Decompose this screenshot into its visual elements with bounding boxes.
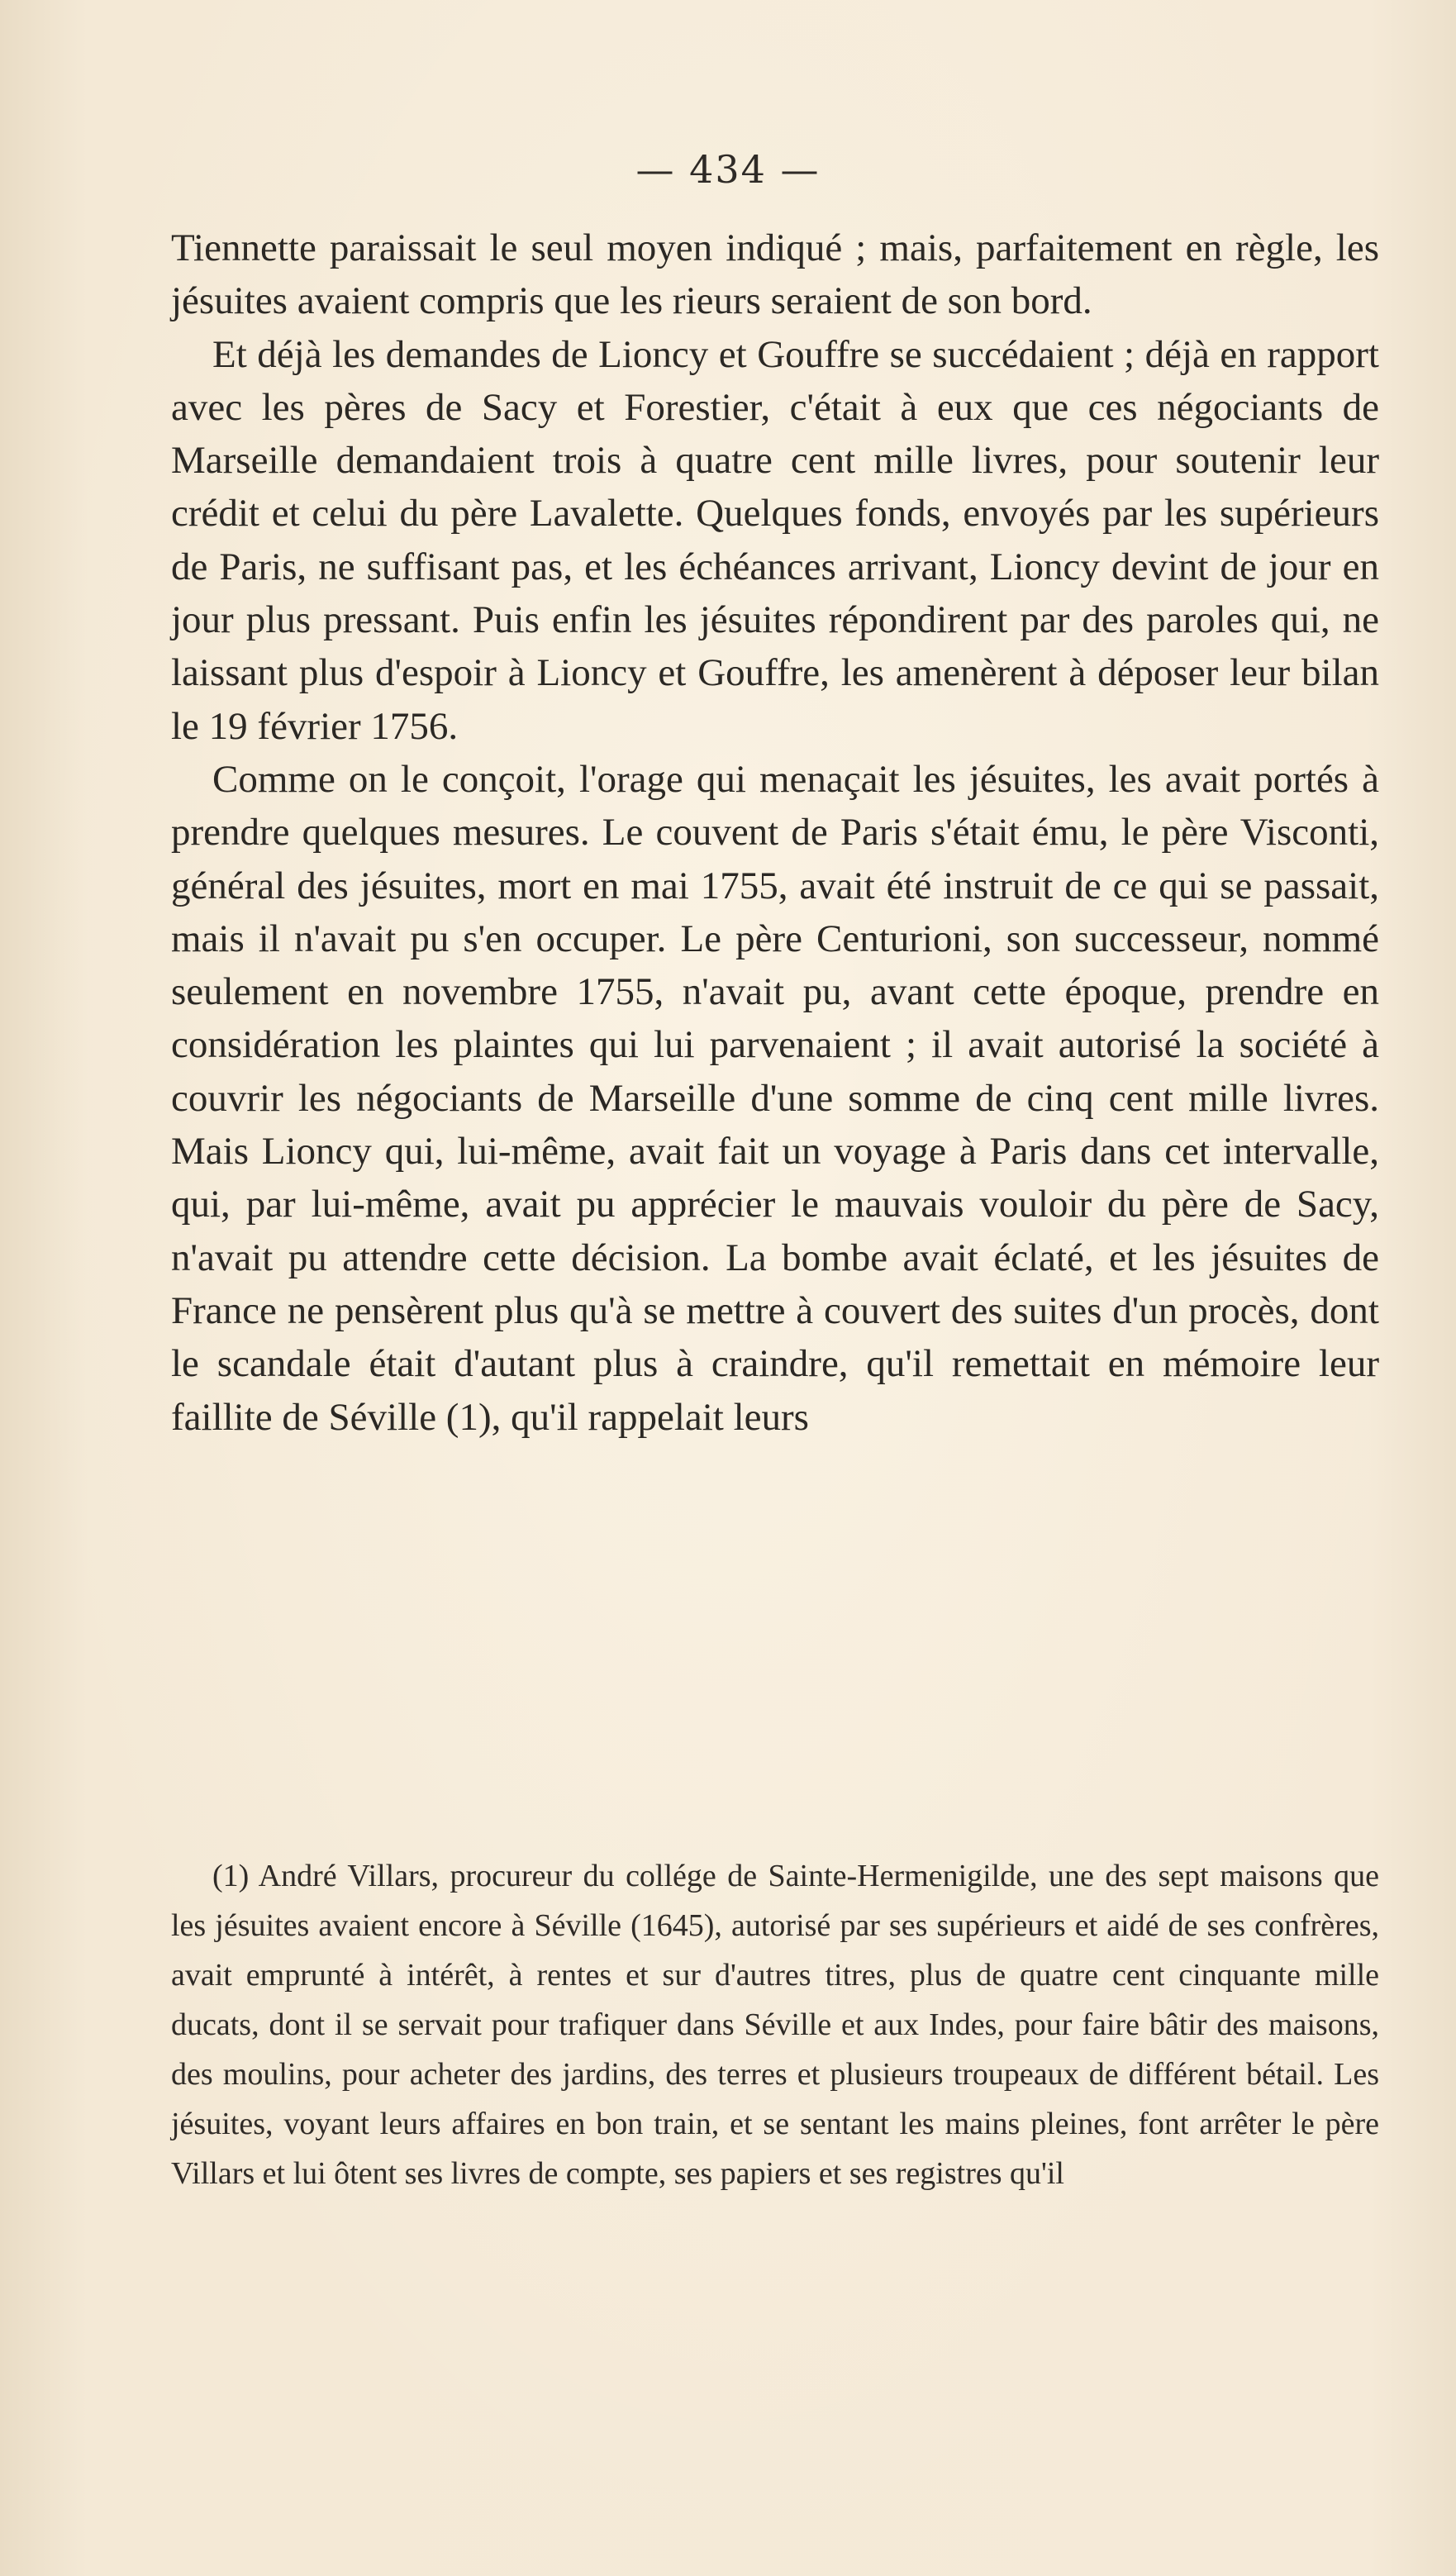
- paragraph-2: Et déjà les demandes de Lioncy et Gouffre se succédaient ; déjà en rapport avec les pères de Sacy et Forestier, c'était à eux que ces négociants de Marseille demandaient trois à quatre cent mille livres, pour soutenir leur crédit et celui du père Lavalette. Quelques fonds, envoyés par les supérieurs de Paris, ne suffisant pas, et les échéances arrivant, Lioncy devint de jour en jour plus pressant. Puis enfin les jésuites répondirent par des paroles qui, ne laissant plus d'espoir à Lioncy et Gouffre, les amenèrent à déposer leur bilan le 19 février 1756.: [171, 332, 1379, 748]
- paragraph-3: Comme on le conçoit, l'orage qui menaçait les jésuites, les avait portés à prendre quelques mesures. Le couvent de Paris s'était ému, le père Visconti, général des jésuites, mort en mai 1755, avait été instruit de ce qui se passait, mais il n'avait pu s'en occuper. Le père Centurioni, son successeur, nommé seulement en novembre 1755, n'avait pu, avant cette époque, prendre en considération les plaintes qui lui parvenaient ; il avait autorisé la société à couvrir les négociants de Marseille d'une somme de cinq cent mille livres. Mais Lioncy qui, lui-même, avait fait un voyage à Paris dans cet intervalle, qui, par lui-même, avait pu apprécier le mauvais vouloir du père de Sacy, n'avait pu attendre cette décision. La bombe avait éclaté, et les jésuites de France ne pensèrent plus qu'à se mettre à couvert des suites d'un procès, dont le scandale était d'autant plus à craindre, qu'il remettait en mémoire leur faillite de Séville (1), qu'il rappelait leurs: [171, 757, 1379, 1439]
- footnote-text: (1) André Villars, procureur du collége de Sainte-Hermenigilde, une des sept maisons que les jésuites avaient encore à Séville (1645), autorisé par ses supérieurs et aidé de ses confrères, avait emprunté à intérêt, à rentes et sur d'autres titres, plus de quatre cent cinquante mille ducats, dont il se servait pour trafiquer dans Séville et aux Indes, pour faire bâtir des maisons, des moulins, pour acheter des jardins, des terres et plusieurs troupeaux de différent bétail. Les jésuites, voyant leurs affaires en bon train, et se sentant les mains pleines, font arrêter le père Villars et lui ôtent ses livres de compte, ses papiers et ses registres qu'il: [171, 1859, 1379, 2191]
- footnote: [171, 1851, 1379, 2198]
- paragraph-1: Tiennette paraissait le seul moyen indiqué ; mais, parfaitement en règle, les jésuites avaient compris que les rieurs seraient de son bord.: [171, 226, 1379, 323]
- page-number: — 434 —: [635, 147, 821, 192]
- body-text: [171, 221, 1379, 1444]
